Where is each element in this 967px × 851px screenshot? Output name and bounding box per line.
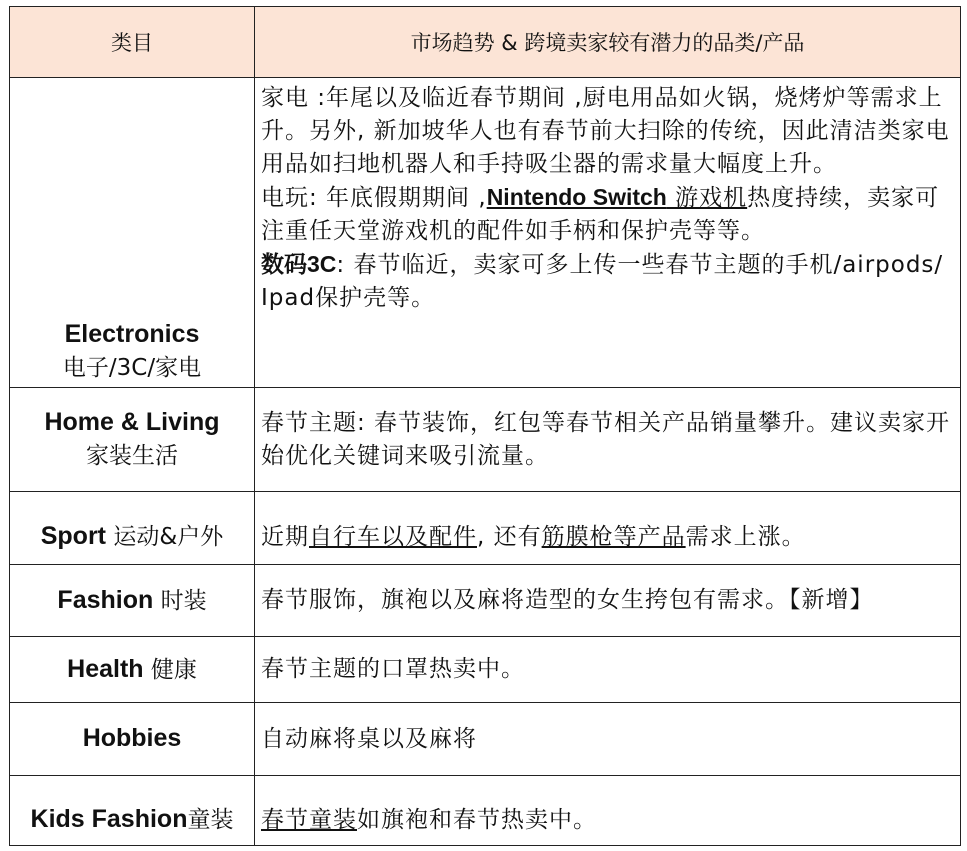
table-row-health	[10, 637, 961, 703]
category-cell	[10, 388, 255, 492]
header-row	[10, 7, 961, 78]
header-category: 类目	[10, 7, 255, 78]
category-cell	[10, 637, 255, 703]
category-zh: 电子/3C/家电	[62, 355, 202, 381]
text-segment: 近期	[261, 524, 309, 550]
text-segment: 热度持续，卖家可注重任天堂游戏机的配件如手柄和保护壳等等。	[261, 185, 940, 244]
category-zh: 时装	[153, 587, 207, 614]
text-segment: 电玩: 年底假期期间 ,	[261, 185, 487, 211]
console-link: 游戏机	[666, 185, 748, 211]
category-en: Electronics	[64, 320, 200, 348]
category-zh: 童装	[187, 807, 234, 833]
table-row-fashion	[10, 565, 961, 637]
trend-cell: 春节主题: 春节装饰，红包等春节相关产品销量攀升。建议卖家开始优化关键词来吸引流量。	[255, 388, 961, 492]
category-cell	[10, 78, 255, 388]
text-segment: 如旗袍和春节热卖中。	[357, 807, 597, 833]
category-cell	[10, 565, 255, 637]
trend-cell	[255, 78, 961, 388]
table-row-sport	[10, 492, 961, 565]
category-en: Kids Fashion	[30, 805, 188, 833]
category-zh: 运动&户外	[106, 524, 224, 550]
trend-cell	[255, 492, 961, 565]
trend-cell: 春节主题的口罩热卖中。	[255, 637, 961, 703]
trend-cell: 自动麻将桌以及麻将	[255, 703, 961, 776]
category-en: Health	[67, 654, 144, 683]
nintendo-switch-link: Nintendo Switch	[486, 184, 667, 210]
category-zh: 健康	[143, 656, 197, 683]
category-cell	[10, 703, 255, 776]
table-row-electronics	[10, 78, 961, 388]
category-en: Sport	[40, 522, 107, 550]
text-segment: , 还有	[477, 524, 542, 550]
kids-festive-wear-link: 春节童装	[261, 807, 357, 833]
trend-paragraph-gaming	[261, 181, 960, 248]
digital-3c-label: 数码3C	[261, 251, 337, 277]
category-en: Fashion	[57, 585, 154, 614]
massage-gun-link: 筋膜枪等产品	[541, 524, 686, 550]
text-segment: : 春节临近，卖家可多上传一些春节主题的手机/airpods/ Ipad保护壳等。	[261, 252, 944, 311]
table-row-kids-fashion	[10, 776, 961, 846]
category-en: Home & Living	[44, 408, 220, 436]
category-en: Hobbies	[82, 724, 182, 752]
text-segment: 需求上涨。	[685, 524, 806, 550]
trend-paragraph-appliances: 家电 :年尾以及临近春节期间 ,厨电用品如火锅，烧烤炉等需求上升。另外, 新加坡华人也有春节前大扫除的传统，因此清洁类家电用品如扫地机器人和手持吸尘器的需求量大幅度上升。	[261, 85, 950, 177]
trend-cell	[255, 776, 961, 846]
table-row-hobbies	[10, 703, 961, 776]
category-cell	[10, 776, 255, 846]
table-row-home-living	[10, 388, 961, 492]
trend-table	[9, 6, 961, 846]
header-trend: 市场趋势 & 跨境卖家较有潜力的品类/产品	[255, 7, 961, 78]
trend-paragraph-digital	[261, 248, 960, 315]
trend-cell: 春节服饰，旗袍以及麻将造型的女生挎包有需求。【新增】	[255, 565, 961, 637]
bicycle-link: 自行车以及配件	[309, 524, 477, 550]
category-zh: 家装生活	[86, 443, 178, 469]
category-cell	[10, 492, 255, 565]
